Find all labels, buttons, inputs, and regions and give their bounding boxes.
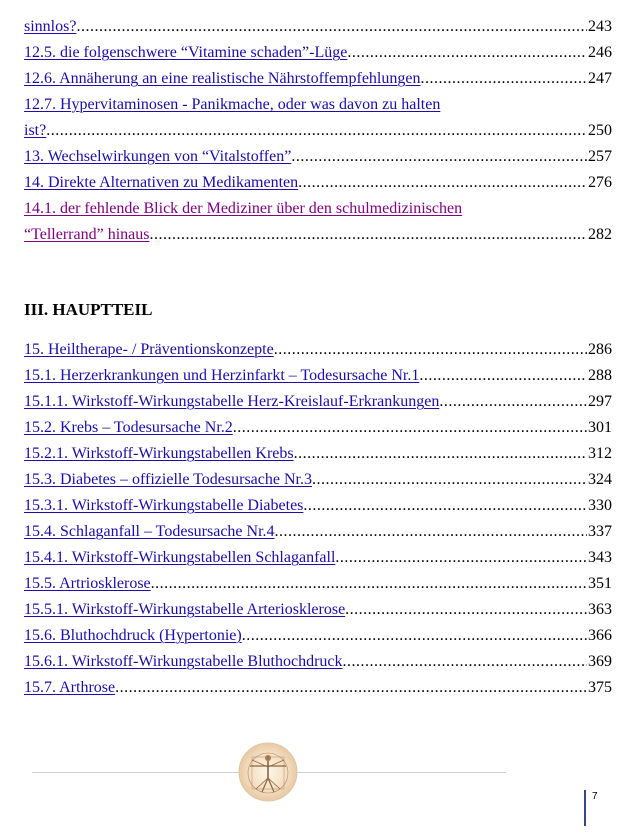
dot-leader [303, 493, 587, 519]
toc-entry-title[interactable]: 15. Heiltherape- / Präventionskonzepte [24, 341, 274, 358]
toc-entry[interactable] [24, 441, 612, 467]
toc-entry[interactable] [24, 363, 612, 389]
dot-leader [149, 222, 587, 248]
dot-leader [76, 14, 587, 40]
toc-page-number[interactable]: 246 [588, 44, 612, 61]
toc-row [24, 144, 612, 170]
toc-page-number[interactable]: 369 [588, 653, 612, 670]
toc-entry-title[interactable]: 13. Wechselwirkungen von “Vitalstoffen” [24, 148, 292, 165]
toc-entry[interactable] [24, 597, 612, 623]
toc-entry[interactable] [24, 196, 612, 248]
toc-row [24, 170, 612, 196]
toc-row [24, 66, 612, 92]
toc-entry[interactable] [24, 467, 612, 493]
toc-row [24, 675, 612, 701]
toc-entry[interactable] [24, 14, 612, 40]
toc-page-number[interactable]: 288 [588, 367, 612, 384]
dot-leader [46, 118, 587, 144]
toc-row [24, 222, 612, 248]
toc-row [24, 14, 612, 40]
toc-entry-title[interactable]: 12.5. die folgenschwere “Vitamine schaden”-Lüge [24, 44, 348, 61]
toc-entry[interactable] [24, 144, 612, 170]
dot-leader [343, 649, 587, 675]
toc-page-number[interactable]: 324 [588, 471, 612, 488]
toc-row [24, 337, 612, 363]
dot-leader [345, 597, 587, 623]
toc-row [24, 118, 612, 144]
toc-entry-title[interactable]: 15.3.1. Wirkstoff-Wirkungstabelle Diabetes [24, 497, 304, 514]
page-number: 7 [592, 791, 598, 802]
toc-entry[interactable] [24, 493, 612, 519]
vitruvian-man-icon [238, 742, 298, 802]
toc-entry[interactable] [24, 92, 612, 144]
page-number-bar [584, 790, 586, 826]
toc-page-number[interactable]: 343 [588, 549, 612, 566]
dot-leader [298, 170, 587, 196]
dot-leader [312, 467, 587, 493]
toc-entry[interactable] [24, 415, 612, 441]
toc-entry-title-line[interactable]: 14.1. der fehlende Blick der Mediziner über den schulmedizinischen [24, 200, 463, 217]
toc-row [24, 519, 612, 545]
toc-entry-title[interactable]: 15.4.1. Wirkstoff-Wirkungstabellen Schlaganfall [24, 549, 336, 566]
toc-entry-title[interactable]: ist? [24, 122, 47, 139]
toc-page-number[interactable]: 363 [588, 601, 612, 618]
toc-page-number[interactable]: 375 [588, 679, 612, 696]
toc-row [24, 441, 612, 467]
toc-row [24, 493, 612, 519]
toc-row [24, 363, 612, 389]
toc-entry[interactable] [24, 649, 612, 675]
toc-page-number[interactable]: 297 [588, 393, 612, 410]
toc-entry[interactable] [24, 519, 612, 545]
dot-leader [115, 675, 587, 701]
toc-page-number[interactable]: 243 [588, 18, 612, 35]
toc-page-number[interactable]: 276 [588, 174, 612, 191]
toc-entry-title[interactable]: 15.6. Bluthochdruck (Hypertonie) [24, 627, 242, 644]
section-heading: III. HAUPTTEIL [24, 300, 153, 319]
toc-entry[interactable] [24, 40, 612, 66]
toc-entry[interactable] [24, 623, 612, 649]
toc-page-number[interactable]: 330 [588, 497, 612, 514]
toc-page-number[interactable]: 366 [588, 627, 612, 644]
toc-list-top [24, 14, 612, 248]
dot-leader [233, 415, 587, 441]
toc-page-number[interactable]: 257 [588, 148, 612, 165]
toc-page-number[interactable]: 312 [588, 445, 612, 462]
toc-entry[interactable] [24, 170, 612, 196]
dot-leader [439, 389, 587, 415]
toc-entry-title-line[interactable]: 12.7. Hypervitaminosen - Panikmache, oder was davon zu halten [24, 96, 441, 113]
toc-row [24, 649, 612, 675]
toc-entry[interactable] [24, 571, 612, 597]
toc-entry[interactable] [24, 389, 612, 415]
toc-page-number[interactable]: 286 [588, 341, 612, 358]
toc-entry-title[interactable]: 12.6. Annäherung an eine realistische Nährstoffempfehlungen [24, 70, 421, 87]
toc-entry-title[interactable]: 15.6.1. Wirkstoff-Wirkungstabelle Bluthochdruck [24, 653, 343, 670]
toc-page-number[interactable]: 250 [588, 122, 612, 139]
dot-leader [242, 623, 587, 649]
toc-entry[interactable] [24, 66, 612, 92]
toc-entry-title[interactable]: “Tellerrand” hinaus [24, 226, 150, 243]
toc-entry-title[interactable]: 15.7. Arthrose [24, 679, 116, 696]
dot-leader [291, 144, 587, 170]
dot-leader [151, 571, 587, 597]
toc-entry-title[interactable]: 15.1.1. Wirkstoff-Wirkungstabelle Herz-Kreislauf-Erkrankungen [24, 393, 440, 410]
dot-leader [347, 40, 587, 66]
dot-leader [420, 66, 587, 92]
toc-row [24, 415, 612, 441]
toc-entry[interactable] [24, 675, 612, 701]
toc-page-number[interactable]: 301 [588, 419, 612, 436]
dot-leader [275, 519, 587, 545]
toc-row [24, 40, 612, 66]
toc-entry[interactable] [24, 545, 612, 571]
toc-row [24, 389, 612, 415]
dot-leader [294, 441, 587, 467]
toc-row [24, 571, 612, 597]
toc-row [24, 545, 612, 571]
toc-entry-title[interactable]: 15.2. Krebs – Todesursache Nr.2 [24, 419, 233, 436]
dot-leader [274, 337, 587, 363]
toc-row [24, 623, 612, 649]
toc-page-number[interactable]: 247 [588, 70, 612, 87]
toc-row [24, 467, 612, 493]
toc-entry-title[interactable]: 15.5. Artriosklerose [24, 575, 151, 592]
toc-page-number[interactable]: 282 [588, 226, 612, 243]
toc-entry-title[interactable]: 15.5.1. Wirkstoff-Wirkungstabelle Arteriosklerose [24, 601, 346, 618]
toc-page-number[interactable]: 337 [588, 523, 612, 540]
toc-row [24, 597, 612, 623]
dot-leader [419, 363, 587, 389]
toc-entry-title[interactable]: 15.4. Schlaganfall – Todesursache Nr.4 [24, 523, 275, 540]
toc-entry-title[interactable]: 15.2.1. Wirkstoff-Wirkungstabellen Krebs [24, 445, 294, 462]
dot-leader [335, 545, 587, 571]
toc-entry-title[interactable]: 15.1. Herzerkrankungen und Herzinfarkt – Todesursache Nr.1 [24, 367, 420, 384]
toc-list-main [24, 337, 612, 701]
toc-entry-title[interactable]: 15.3. Diabetes – offizielle Todesursache Nr.3 [24, 471, 312, 488]
toc-entry-title[interactable]: 14. Direkte Alternativen zu Medikamenten [24, 174, 299, 191]
toc-page-number[interactable]: 351 [588, 575, 612, 592]
toc-entry-title[interactable]: sinnlos? [24, 18, 77, 35]
toc-entry[interactable] [24, 337, 612, 363]
